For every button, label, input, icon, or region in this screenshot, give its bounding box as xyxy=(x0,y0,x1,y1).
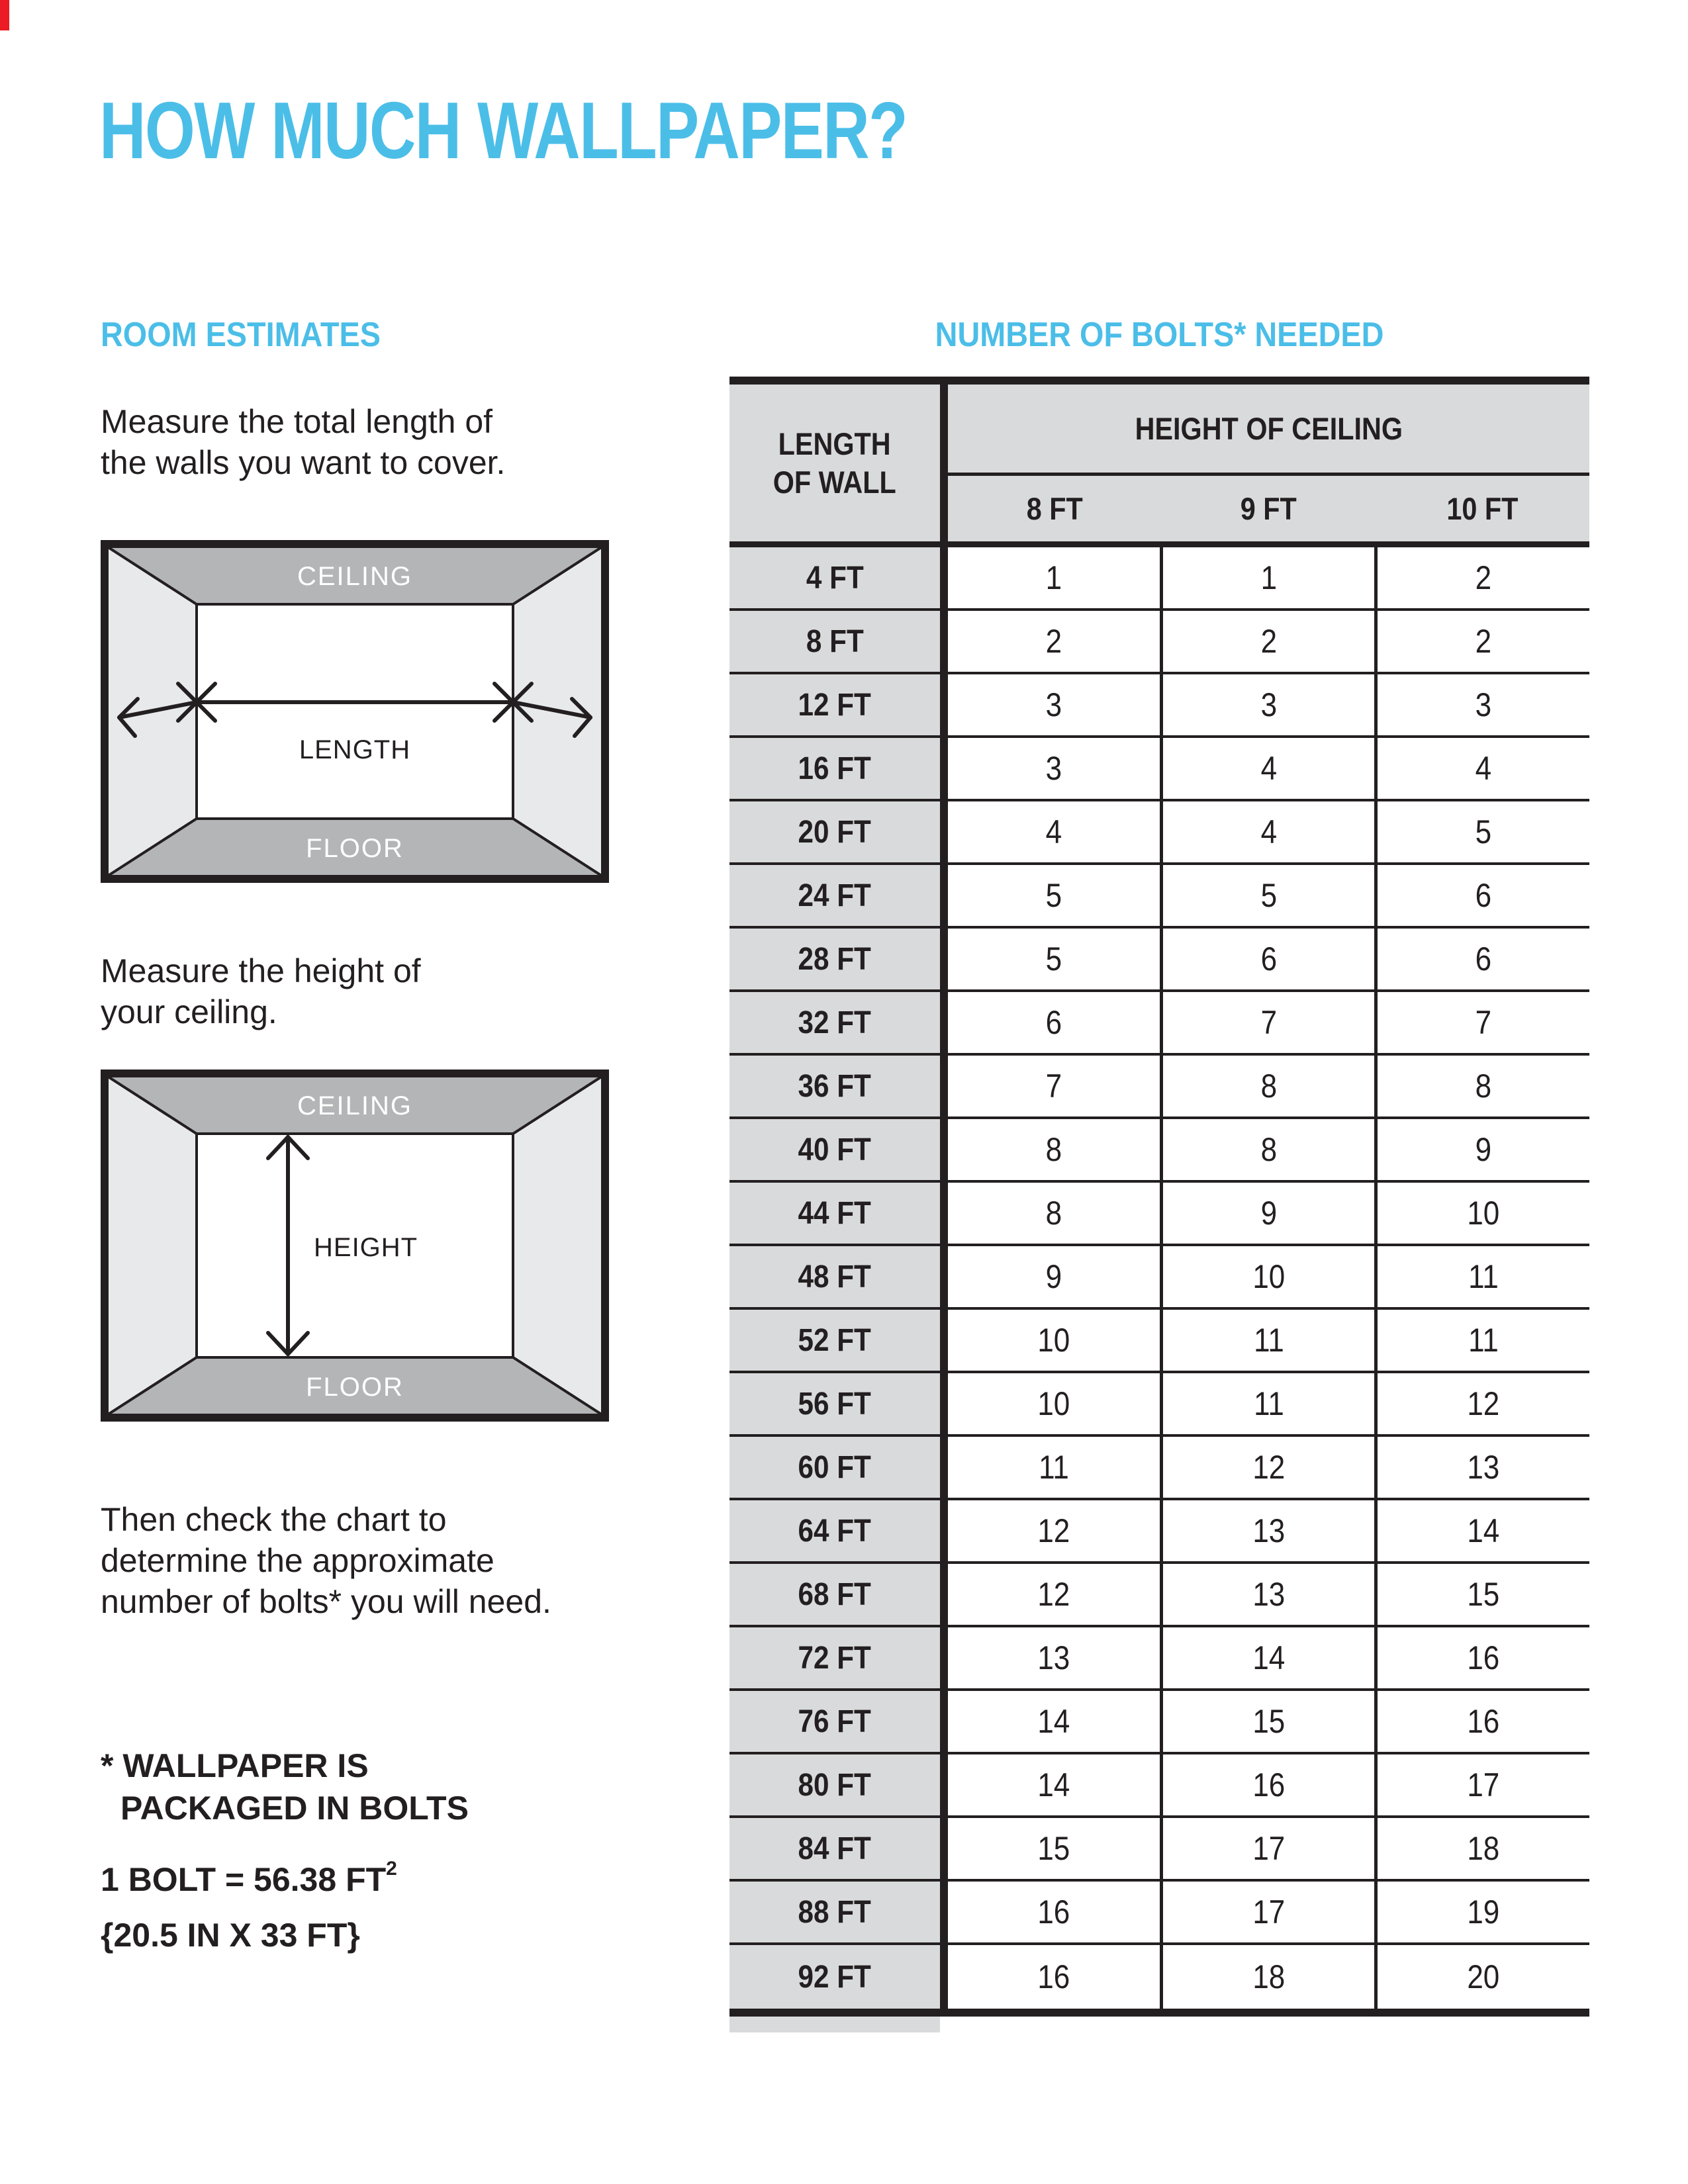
bolt-count-cell: 14 xyxy=(948,1691,1160,1752)
bolt-count-cell: 20 xyxy=(1374,1945,1589,2009)
bolt-count-cell: 9 xyxy=(948,1246,1160,1307)
bolt-count-cell: 2 xyxy=(1374,547,1589,608)
column-divider xyxy=(940,1627,948,1688)
bolt-count-cell: 10 xyxy=(1160,1246,1375,1307)
bolt-count-cell: 11 xyxy=(1160,1373,1375,1434)
length-of-wall-header: LENGTH OF WALL xyxy=(729,385,940,541)
bolt-equivalence-line: 1 BOLT = 56.38 $FT^2$ xyxy=(101,1858,397,1898)
bolt-count-cell: 8 xyxy=(948,1119,1160,1180)
floor-label: FLOOR xyxy=(306,834,404,863)
table-row xyxy=(729,1246,1589,1310)
room-length-diagram xyxy=(101,540,609,883)
bolt-count-cell: 1 xyxy=(948,547,1160,608)
table-row xyxy=(729,1119,1589,1183)
wall-length-cell: 28 FT xyxy=(729,929,940,989)
bolt-count-cell: 16 xyxy=(1374,1627,1589,1688)
table-header xyxy=(729,385,1589,541)
paragraph-line: Measure the total length of xyxy=(101,403,493,440)
bolt-count-cell: 16 xyxy=(948,1882,1160,1942)
bolt-count-cell: 12 xyxy=(1160,1437,1375,1498)
table-body xyxy=(729,547,1589,2009)
bolt-count-cell: 12 xyxy=(948,1500,1160,1561)
wall-length-cell: 76 FT xyxy=(729,1691,940,1752)
measure-length-paragraph xyxy=(101,401,505,483)
bolt-count-cell: 13 xyxy=(1160,1564,1375,1625)
bolt-count-cell: 2 xyxy=(948,611,1160,672)
paragraph-line: number of bolts* you will need. xyxy=(101,1583,551,1620)
paragraph-line: Measure the height of xyxy=(101,952,421,989)
column-divider xyxy=(940,1373,948,1434)
paragraph-line: your ceiling. xyxy=(101,993,277,1030)
table-row xyxy=(729,1373,1589,1437)
column-divider xyxy=(940,1882,948,1942)
bolt-count-cell: 18 xyxy=(1374,1818,1589,1879)
bolt-count-cell: 7 xyxy=(948,1056,1160,1116)
wall-length-cell: 8 FT xyxy=(729,611,940,672)
bolt-count-cell: 12 xyxy=(1374,1373,1589,1434)
table-row xyxy=(729,738,1589,801)
column-divider xyxy=(940,1500,948,1561)
bolt-count-cell: 5 xyxy=(948,929,1160,989)
column-divider xyxy=(940,738,948,799)
bolt-count-cell: 4 xyxy=(1374,738,1589,799)
table-row xyxy=(729,674,1589,738)
bolt-count-cell: 15 xyxy=(948,1818,1160,1879)
bolt-count-cell: 5 xyxy=(1374,801,1589,862)
bolt-count-cell: 5 xyxy=(1160,865,1375,926)
floor-label: FLOOR xyxy=(306,1373,404,1402)
table-row xyxy=(729,865,1589,929)
bolt-count-cell: 8 xyxy=(1160,1056,1375,1116)
wall-length-cell: 88 FT xyxy=(729,1882,940,1942)
table-row xyxy=(729,1754,1589,1818)
bolt-count-cell: 2 xyxy=(1160,611,1375,672)
bolt-count-cell: 9 xyxy=(1160,1183,1375,1244)
wall-length-cell: 16 FT xyxy=(729,738,940,799)
bolt-count-cell: 5 xyxy=(948,865,1160,926)
bolt-size-fact xyxy=(101,1841,397,1963)
bolt-count-cell: 14 xyxy=(948,1754,1160,1815)
wall-length-cell: 56 FT xyxy=(729,1373,940,1434)
wall-length-cell: 12 FT xyxy=(729,674,940,735)
bolt-count-cell: 10 xyxy=(948,1373,1160,1434)
column-divider xyxy=(940,385,948,541)
bolt-count-cell: 14 xyxy=(1374,1500,1589,1561)
column-divider xyxy=(940,1754,948,1815)
squared-exponent: 2 xyxy=(386,1858,397,1880)
check-chart-paragraph xyxy=(101,1499,551,1622)
bolts-needed-heading: NUMBER OF BOLTS* NEEDED xyxy=(935,316,1384,354)
bolts-table xyxy=(729,377,1589,2032)
footnote-line: PACKAGED IN BOLTS xyxy=(120,1790,469,1827)
wall-length-cell: 60 FT xyxy=(729,1437,940,1498)
bolt-count-cell: 6 xyxy=(948,992,1160,1053)
table-bottom-bar xyxy=(729,2009,1589,2017)
column-divider xyxy=(940,1183,948,1244)
footnote-line: * WALLPAPER IS xyxy=(101,1747,369,1784)
bolt-count-cell: 1 xyxy=(1160,547,1375,608)
table-row xyxy=(729,1056,1589,1119)
column-divider xyxy=(940,1945,948,2009)
column-divider xyxy=(940,992,948,1053)
bolt-count-cell: 8 xyxy=(1160,1119,1375,1180)
bolt-count-cell: 12 xyxy=(948,1564,1160,1625)
column-divider xyxy=(940,611,948,672)
table-row xyxy=(729,1882,1589,1945)
bolt-count-cell: 11 xyxy=(1374,1246,1589,1307)
bolt-count-cell: 9 xyxy=(1374,1119,1589,1180)
left-wall-surface xyxy=(107,1076,197,1415)
bolt-count-cell: 11 xyxy=(948,1437,1160,1498)
bolt-count-cell: 6 xyxy=(1374,929,1589,989)
ceiling-height-column-header: 8 FT xyxy=(1026,491,1084,526)
wall-length-cell: 64 FT xyxy=(729,1500,940,1561)
column-divider xyxy=(940,547,948,608)
table-row xyxy=(729,1945,1589,2009)
column-divider xyxy=(940,1056,948,1116)
table-row xyxy=(729,1437,1589,1500)
column-divider xyxy=(940,1437,948,1498)
bolt-count-cell: 8 xyxy=(1374,1056,1589,1116)
bolt-count-cell: 18 xyxy=(1160,1945,1375,2009)
ceiling-height-column-header: 9 FT xyxy=(1240,491,1297,526)
ceiling-label: CEILING xyxy=(297,562,413,591)
page-title: HOW MUCH WALLPAPER? xyxy=(99,85,908,175)
bolt-count-cell: 15 xyxy=(1374,1564,1589,1625)
bolt-count-cell: 3 xyxy=(948,738,1160,799)
header-bottom-bar xyxy=(729,541,1589,547)
column-divider xyxy=(940,1818,948,1879)
bolt-count-cell: 13 xyxy=(1374,1437,1589,1498)
bolt-count-cell: 4 xyxy=(1160,801,1375,862)
bolt-count-cell: 11 xyxy=(1160,1310,1375,1371)
bolt-count-cell: 3 xyxy=(948,674,1160,735)
back-wall-surface xyxy=(197,604,513,819)
right-wall-surface xyxy=(513,1076,602,1415)
bolt-count-cell: 19 xyxy=(1374,1882,1589,1942)
column-divider xyxy=(940,1119,948,1180)
room-estimates-heading: ROOM ESTIMATES xyxy=(101,316,381,354)
bolt-count-cell: 16 xyxy=(948,1945,1160,2009)
column-divider xyxy=(940,1691,948,1752)
column-divider xyxy=(940,1246,948,1307)
red-corner-mark xyxy=(0,0,9,30)
table-row xyxy=(729,611,1589,674)
bolt-count-cell: 6 xyxy=(1160,929,1375,989)
bolt-count-cell: 4 xyxy=(948,801,1160,862)
wall-length-cell: 80 FT xyxy=(729,1754,940,1815)
wall-length-cell: 72 FT xyxy=(729,1627,940,1688)
bolt-count-cell: 3 xyxy=(1374,674,1589,735)
wall-length-cell: 68 FT xyxy=(729,1564,940,1625)
wall-length-cell: 48 FT xyxy=(729,1246,940,1307)
table-row xyxy=(729,1310,1589,1373)
wall-length-cell: 36 FT xyxy=(729,1056,940,1116)
table-row xyxy=(729,1183,1589,1246)
table-row xyxy=(729,801,1589,865)
bolt-count-cell: 14 xyxy=(1160,1627,1375,1688)
wall-length-cell: 52 FT xyxy=(729,1310,940,1371)
bolt-count-cell: 10 xyxy=(948,1310,1160,1371)
height-of-ceiling-header: HEIGHT OF CEILING xyxy=(1135,411,1403,446)
paragraph-line: Then check the chart to xyxy=(101,1501,447,1538)
wall-length-cell: 40 FT xyxy=(729,1119,940,1180)
table-row xyxy=(729,1818,1589,1882)
column-divider xyxy=(940,801,948,862)
bolt-count-cell: 13 xyxy=(948,1627,1160,1688)
bolt-count-cell: 7 xyxy=(1160,992,1375,1053)
wall-length-cell: 92 FT xyxy=(729,1945,940,2009)
bolt-count-cell: 3 xyxy=(1160,674,1375,735)
bolt-count-cell: 13 xyxy=(1160,1500,1375,1561)
bolt-count-cell: 16 xyxy=(1160,1754,1375,1815)
paragraph-line: determine the approximate xyxy=(101,1542,494,1579)
paragraph-line: the walls you want to cover. xyxy=(101,444,506,481)
bolts-footnote xyxy=(101,1745,469,1829)
column-divider xyxy=(940,865,948,926)
bolt-count-cell: 11 xyxy=(1374,1310,1589,1371)
bolt-dimensions-line: {20.5 IN X 33 FT} xyxy=(101,1917,360,1954)
table-row xyxy=(729,1627,1589,1691)
wall-length-cell: 20 FT xyxy=(729,801,940,862)
bolt-count-cell: 6 xyxy=(1374,865,1589,926)
bolt-count-cell: 17 xyxy=(1160,1818,1375,1879)
table-row xyxy=(729,1564,1589,1627)
table-row xyxy=(729,929,1589,992)
bolt-count-cell: 2 xyxy=(1374,611,1589,672)
column-divider xyxy=(940,1564,948,1625)
ceiling-height-column-header: 10 FT xyxy=(1446,491,1519,526)
column-divider xyxy=(940,1310,948,1371)
ceiling-height-subheader-row xyxy=(948,476,1589,541)
table-row xyxy=(729,1691,1589,1754)
bolt-count-cell: 17 xyxy=(1160,1882,1375,1942)
bolt-count-cell: 4 xyxy=(1160,738,1375,799)
length-label: LENGTH xyxy=(299,735,411,764)
table-row xyxy=(729,547,1589,611)
wall-length-cell: 44 FT xyxy=(729,1183,940,1244)
table-left-column-stub xyxy=(729,2017,940,2032)
bolt-count-cell: 10 xyxy=(1374,1183,1589,1244)
table-row xyxy=(729,1500,1589,1564)
bolt-count-cell: 17 xyxy=(1374,1754,1589,1815)
room-height-diagram xyxy=(101,1069,609,1422)
wall-length-cell: 24 FT xyxy=(729,865,940,926)
table-row xyxy=(729,992,1589,1056)
ceiling-height-header-group xyxy=(948,385,1589,541)
bolt-count-cell: 16 xyxy=(1374,1691,1589,1752)
wall-length-cell: 84 FT xyxy=(729,1818,940,1879)
column-divider xyxy=(940,674,948,735)
wall-length-cell: 32 FT xyxy=(729,992,940,1053)
column-divider xyxy=(940,929,948,989)
bolt-count-cell: 7 xyxy=(1374,992,1589,1053)
measure-height-paragraph xyxy=(101,950,421,1032)
bolt-count-cell: 15 xyxy=(1160,1691,1375,1752)
wall-length-cell: 4 FT xyxy=(729,547,940,608)
height-label: HEIGHT xyxy=(314,1233,418,1262)
table-top-bar xyxy=(729,377,1589,385)
bolt-count-cell: 8 xyxy=(948,1183,1160,1244)
ceiling-label: CEILING xyxy=(297,1091,413,1120)
